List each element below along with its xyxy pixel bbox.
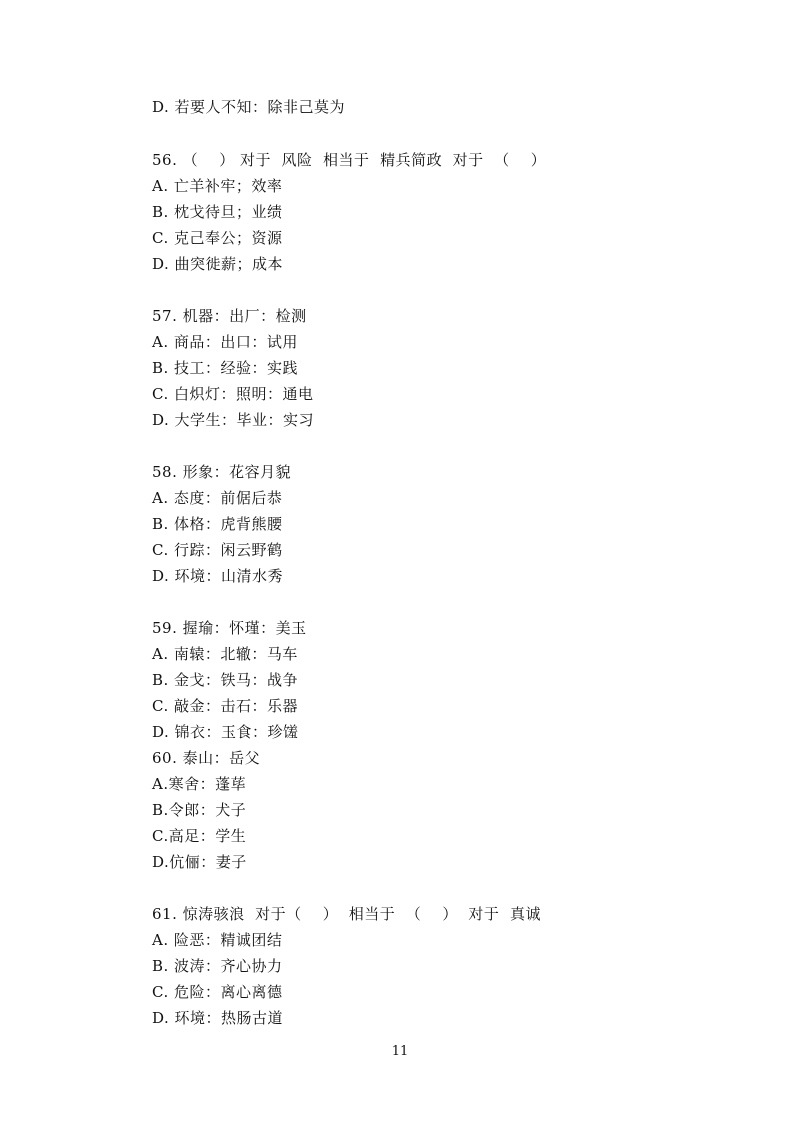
question-59-option-d: D. 锦衣：玉食：珍馐 [152, 723, 299, 741]
page-number: 11 [391, 1044, 409, 1059]
question-59-stem: 59. 握瑜：怀瑾：美玉 [152, 619, 307, 637]
question-60-option-a: A.寒舍：蓬荜 [152, 775, 247, 793]
question-56-option-c: C. 克己奉公；资源 [152, 229, 283, 247]
question-59-option-a: A. 南辕：北辙：马车 [152, 645, 298, 663]
question-58-option-c: C. 行踪：闲云野鹤 [152, 541, 283, 559]
question-56-option-b: B. 枕戈待旦；业绩 [152, 203, 283, 221]
question-57-stem: 57. 机器：出厂：检测 [152, 307, 307, 325]
question-58-option-a: A. 态度：前倨后恭 [152, 489, 283, 507]
question-57-option-d: D. 大学生：毕业：实习 [152, 411, 315, 429]
question-61-option-c: C. 危险：离心离德 [152, 983, 283, 1001]
question-55-option-d: D. 若要人不知：除非己莫为 [152, 98, 346, 116]
question-59-option-c: C. 敲金：击石：乐器 [152, 697, 298, 715]
question-56-stem: 56. （ ） 对于 风险 相当于 精兵简政 对于 （ ） [152, 151, 547, 169]
question-60-stem: 60. 泰山：岳父 [152, 749, 261, 767]
question-56-option-a: A. 亡羊补牢；效率 [152, 177, 283, 195]
question-58-option-b: B. 体格：虎背熊腰 [152, 515, 283, 533]
question-57-option-a: A. 商品：出口：试用 [152, 333, 298, 351]
question-60-option-d: D.伉俪：妻子 [152, 853, 247, 871]
question-61-option-b: B. 波涛：齐心协力 [152, 957, 283, 975]
question-61-stem: 61. 惊涛骇浪 对于（ ） 相当于 （ ） 对于 真诚 [152, 905, 541, 923]
question-57-option-c: C. 白炽灯：照明：通电 [152, 385, 314, 403]
question-61-option-a: A. 险恶：精诚团结 [152, 931, 283, 949]
question-57-option-b: B. 技工：经验：实践 [152, 359, 299, 377]
question-58-stem: 58. 形象：花容月貌 [152, 463, 292, 481]
question-61-option-d: D. 环境：热肠古道 [152, 1009, 284, 1027]
question-60-option-b: B.令郎：犬子 [152, 801, 247, 819]
question-56-option-d: D. 曲突徙薪；成本 [152, 255, 284, 273]
question-58-option-d: D. 环境：山清水秀 [152, 567, 284, 585]
question-60-option-c: C.高足：学生 [152, 827, 247, 845]
question-59-option-b: B. 金戈：铁马：战争 [152, 671, 299, 689]
